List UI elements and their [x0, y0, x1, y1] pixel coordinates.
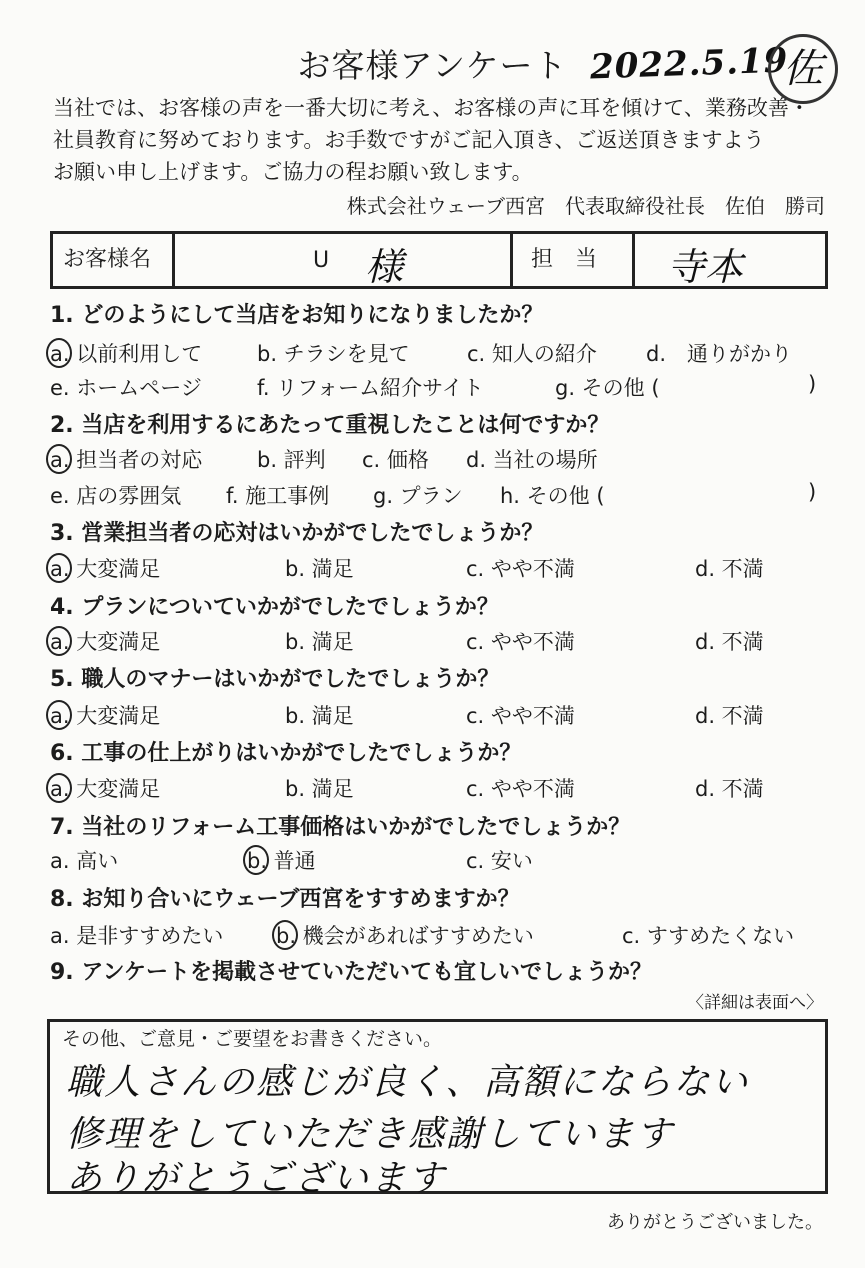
- intro-line-2: 社員教育に努めております。お手数ですがご記入頂き、ご返送頂きますよう: [53, 128, 765, 152]
- seal-stamp: 佐: [768, 34, 838, 104]
- q3-option-c: c. やや不満: [466, 557, 575, 581]
- q8-option-b: b. 機会があればすすめたい: [276, 924, 534, 948]
- q4-option-c: c. やや不満: [466, 630, 575, 654]
- staff-label: 担 当: [531, 247, 598, 272]
- q5-option-a: a. 大変満足: [50, 704, 161, 728]
- q8-option-a: a. 是非すすめたい: [50, 924, 224, 948]
- q4-option-d: d. 不満: [695, 630, 764, 654]
- comment-line-2: 修理をしていただき感謝しています: [66, 1114, 675, 1155]
- handwritten-date: 2022.5.19: [589, 40, 789, 88]
- q2-option-f: f. 施工事例: [226, 484, 330, 508]
- q1-option-g: g. その他 (: [555, 376, 660, 400]
- staff-value-cell: [635, 234, 825, 289]
- q1-option-c: c. 知人の紹介: [467, 342, 597, 366]
- customer-initial: U: [313, 248, 330, 273]
- customer-name-label-cell: [53, 234, 175, 286]
- q1-option-b: b. チラシを見て: [257, 342, 410, 366]
- q7-option-b: b. 普通: [247, 849, 316, 873]
- q8-option-c: c. すすめたくない: [622, 924, 795, 948]
- details-on-front-note: 〈詳細は表面へ〉: [687, 993, 823, 1013]
- q4-option-a: a. 大変満足: [50, 630, 161, 654]
- staff-label-cell: [513, 234, 635, 286]
- customer-name-label: お客様名: [63, 247, 152, 272]
- question-6: 6. 工事の仕上がりはいかがでしたでしょうか？: [50, 741, 522, 766]
- intro-line-3: お願い申し上げます。ご協力の程お願い致します。: [53, 160, 533, 184]
- customer-info-table: [50, 231, 828, 289]
- question-1: 1. どのようにして当店をお知りになりましたか？: [50, 303, 544, 328]
- q7-option-a: a. 高い: [50, 849, 119, 873]
- q3-option-a: a. 大変満足: [50, 557, 161, 581]
- q2-option-a: a. 担当者の対応: [50, 448, 203, 472]
- q2-option-h: h. その他 (: [500, 484, 605, 508]
- q1-option-g-close: ): [808, 372, 817, 396]
- q2-option-d: d. 当社の場所: [466, 448, 598, 472]
- company-signature: 株式会社ウェーブ西宮 代表取締役社長 佐伯 勝司: [346, 194, 825, 218]
- survey-title: お客様アンケート: [297, 46, 568, 85]
- question-4: 4. プランについていかがでしたでしょうか？: [50, 595, 499, 620]
- q1-option-e: e. ホームページ: [50, 376, 202, 400]
- q2-option-e: e. 店の雰囲気: [50, 484, 182, 508]
- q6-option-d: d. 不満: [695, 777, 764, 801]
- question-3: 3. 営業担当者の応対はいかがでしたでしょうか？: [50, 521, 544, 546]
- q2-option-b: b. 評判: [257, 448, 326, 472]
- q4-option-b: b. 満足: [285, 630, 354, 654]
- q1-option-a: a. 以前利用して: [50, 342, 203, 366]
- q3-option-d: d. 不満: [695, 557, 764, 581]
- q7-option-c: c. 安い: [466, 849, 533, 873]
- q5-option-d: d. 不満: [695, 704, 764, 728]
- question-8: 8. お知り合いにウェーブ西宮をすすめますか？: [50, 887, 520, 912]
- question-9: 9. アンケートを掲載させていただいても宜しいでしょうか？: [50, 960, 653, 985]
- customer-name-cell: [175, 234, 513, 289]
- q6-option-c: c. やや不満: [466, 777, 575, 801]
- intro-line-1: 当社では、お客様の声を一番大切に考え、お客様の声に耳を傾けて、業務改善・: [53, 96, 810, 120]
- q5-option-b: b. 満足: [285, 704, 354, 728]
- comment-line-1: 職人さんの感じが良く、高額にならない: [66, 1062, 750, 1103]
- q1-option-f: f. リフォーム紹介サイト: [257, 376, 484, 400]
- staff-name: 寺本: [667, 245, 744, 289]
- closing-thanks: ありがとうございました。: [607, 1212, 823, 1233]
- q6-option-a: a. 大変満足: [50, 777, 161, 801]
- question-2: 2. 当店を利用するにあたって重視したことは何ですか？: [50, 413, 610, 438]
- comment-line-3: ありがとうございます: [66, 1158, 447, 1199]
- comment-heading: その他、ご意見・ご要望をお書きください。: [62, 1028, 443, 1050]
- q1-option-d: d. 通りがかり: [646, 342, 793, 366]
- q2-option-g: g. プラン: [373, 484, 463, 508]
- customer-honorific: 様: [365, 245, 404, 289]
- q3-option-b: b. 満足: [285, 557, 354, 581]
- q2-option-h-close: ): [808, 480, 817, 504]
- question-7: 7. 当社のリフォーム工事価格はいかがでしたでしょうか？: [50, 815, 631, 840]
- q6-option-b: b. 満足: [285, 777, 354, 801]
- q5-option-c: c. やや不満: [466, 704, 575, 728]
- question-5: 5. 職人のマナーはいかがでしたでしょうか？: [50, 667, 500, 692]
- q2-option-c: c. 価格: [362, 448, 429, 472]
